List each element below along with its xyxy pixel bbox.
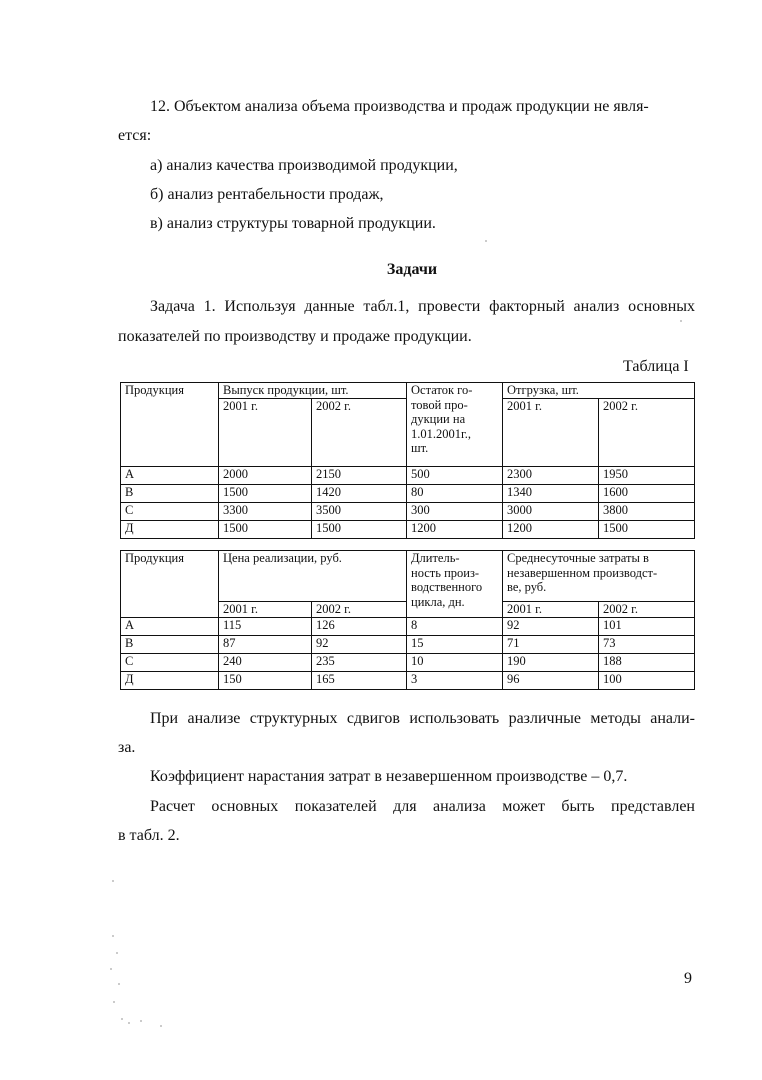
cell-product: С — [121, 503, 219, 521]
cell-price-2002: 235 — [312, 654, 407, 672]
table-row — [121, 618, 695, 636]
option-b: б) анализ рентабельности продаж, — [150, 186, 384, 203]
cell-shipment-2002: 1600 — [599, 485, 695, 503]
header-stock-line: шт. — [411, 441, 429, 455]
cell-product: В — [121, 636, 219, 654]
cell-costs-2002: 188 — [599, 654, 695, 672]
header-output: Выпуск продукции, шт. — [219, 383, 407, 399]
table-row — [121, 521, 695, 539]
cell-output-2001: 3300 — [219, 503, 312, 521]
cell-cycle: 10 — [407, 654, 503, 672]
cell-output-2002: 1500 — [312, 521, 407, 539]
header-price: Цена реализации, руб. — [219, 551, 407, 602]
header-output-2002: 2002 г. — [312, 399, 407, 467]
header-cycle-line: цикла, дн. — [411, 594, 465, 609]
header-stock-line: 1.01.2001г., — [411, 426, 471, 441]
cell-output-2002: 3500 — [312, 503, 407, 521]
note-calc-line-1: Расчет основных показателей для анализа может быть представлен — [150, 798, 695, 815]
cell-costs-2002: 101 — [599, 618, 695, 636]
cell-product: Д — [121, 521, 219, 539]
cell-product: Д — [121, 672, 219, 690]
cell-output-2001: 2000 — [219, 467, 312, 485]
table-row — [121, 654, 695, 672]
option-c: в) анализ структуры товарной продукции. — [150, 215, 436, 232]
table-1 — [120, 382, 695, 539]
cell-cycle: 3 — [407, 672, 503, 690]
table-row — [121, 503, 695, 521]
cell-cycle: 15 — [407, 636, 503, 654]
header-stock-line: товой про- — [411, 397, 468, 412]
cell-product: С — [121, 654, 219, 672]
header-stock-line: дукции на — [411, 412, 466, 426]
header-shipment: Отгрузка, шт. — [503, 383, 695, 399]
header-shipment-2002: 2002 г. — [599, 399, 695, 467]
header-cycle-line: водственного — [411, 580, 483, 594]
section-title: Задачи — [386, 261, 438, 278]
question-12-line-1: 12. Объектом анализа объема производства и продаж продукции не явля- — [150, 98, 649, 115]
cell-shipment-2002: 1500 — [599, 521, 695, 539]
note-structural-line-1: При анализе структурных сдвигов использовать различные методы анали- — [150, 710, 695, 727]
task-1-line-1: Задача 1. Используя данные табл.1, провести факторный анализ основных — [150, 298, 695, 315]
header-price-2002: 2002 г. — [312, 602, 407, 618]
cell-price-2001: 240 — [219, 654, 312, 672]
cell-price-2002: 92 — [312, 636, 407, 654]
cell-cycle: 8 — [407, 618, 503, 636]
header-daily-costs — [503, 551, 695, 602]
table-row — [121, 672, 695, 690]
note-coefficient: Коэффициент нарастания затрат в незавершенном производстве – 0,7. — [150, 768, 628, 785]
cell-product: А — [121, 467, 219, 485]
note-calc-line-2: в табл. 2. — [118, 827, 180, 844]
cell-costs-2001: 96 — [503, 672, 599, 690]
cell-shipment-2002: 1950 — [599, 467, 695, 485]
header-shipment-2001: 2001 г. — [503, 399, 599, 467]
question-12-line-2: ется: — [118, 127, 152, 144]
cell-product: В — [121, 485, 219, 503]
table-row — [121, 467, 695, 485]
header-costs-line: незавершенном производст- — [507, 565, 658, 580]
cell-shipment-2002: 3800 — [599, 503, 695, 521]
cell-shipment-2001: 2300 — [503, 467, 599, 485]
cell-price-2001: 87 — [219, 636, 312, 654]
header-price-2001: 2001 г. — [219, 602, 312, 618]
cell-price-2002: 126 — [312, 618, 407, 636]
cell-stock: 80 — [407, 485, 503, 503]
cell-price-2002: 165 — [312, 672, 407, 690]
note-structural-line-2: за. — [118, 739, 136, 756]
header-product: Продукция — [121, 383, 219, 467]
option-a: а) анализ качества производимой продукции, — [150, 157, 458, 174]
cell-shipment-2001: 3000 — [503, 503, 599, 521]
cell-output-2002: 1420 — [312, 485, 407, 503]
table-row — [121, 485, 695, 503]
cell-output-2002: 2150 — [312, 467, 407, 485]
header-stock — [407, 383, 503, 467]
cell-costs-2001: 190 — [503, 654, 599, 672]
header-output-2001: 2001 г. — [219, 399, 312, 467]
cell-shipment-2001: 1200 — [503, 521, 599, 539]
cell-stock: 500 — [407, 467, 503, 485]
header-cycle-line: Длитель- — [411, 551, 460, 565]
header-cycle-duration — [407, 551, 503, 618]
header-costs-line: ве, руб. — [507, 580, 547, 594]
cell-stock: 1200 — [407, 521, 503, 539]
cell-product: А — [121, 618, 219, 636]
header-product: Продукция — [121, 551, 219, 618]
cell-costs-2002: 73 — [599, 636, 695, 654]
cell-shipment-2001: 1340 — [503, 485, 599, 503]
cell-output-2001: 1500 — [219, 521, 312, 539]
cell-output-2001: 1500 — [219, 485, 312, 503]
table-2 — [120, 550, 695, 690]
header-costs-2002: 2002 г. — [599, 602, 695, 618]
header-costs-2001: 2001 г. — [503, 602, 599, 618]
page-number: 9 — [684, 970, 692, 987]
cell-price-2001: 115 — [219, 618, 312, 636]
cell-costs-2001: 92 — [503, 618, 599, 636]
table-caption: Таблица I — [623, 358, 689, 375]
cell-price-2001: 150 — [219, 672, 312, 690]
cell-costs-2002: 100 — [599, 672, 695, 690]
header-costs-line: Среднесуточные затраты в — [507, 551, 649, 565]
table-row — [121, 636, 695, 654]
header-cycle-line: ность произ- — [411, 565, 480, 580]
cell-costs-2001: 71 — [503, 636, 599, 654]
header-stock-line: Остаток го- — [411, 383, 473, 397]
task-1-line-2: показателей по производству и продаже продукции. — [118, 328, 472, 345]
cell-stock: 300 — [407, 503, 503, 521]
